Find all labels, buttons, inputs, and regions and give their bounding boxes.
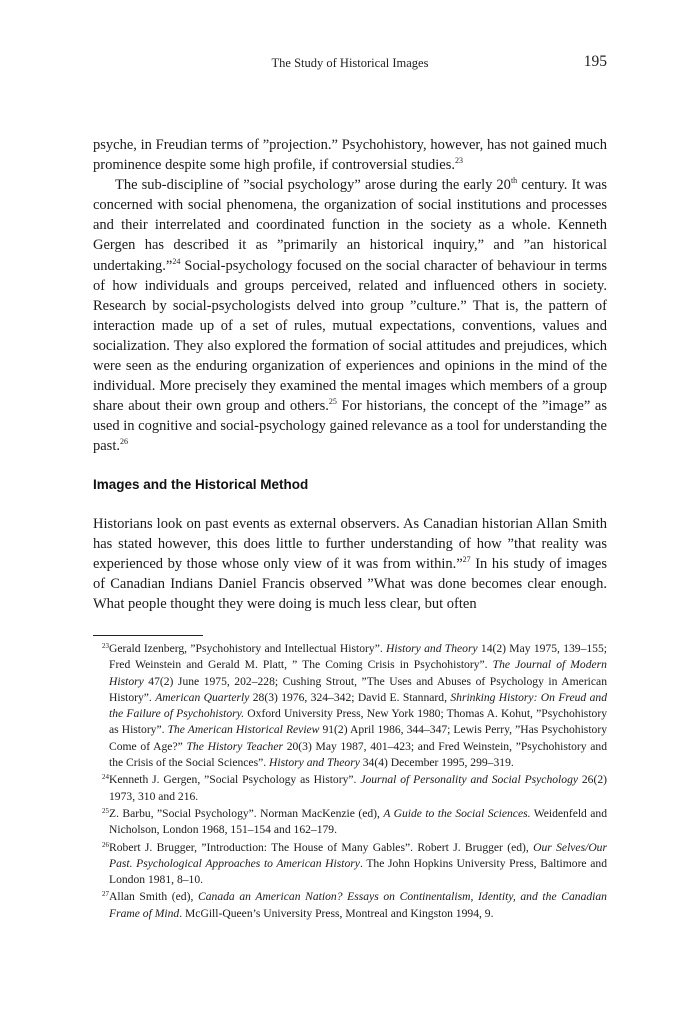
footnote-number: 25 xyxy=(102,806,109,815)
footnotes xyxy=(93,641,607,923)
paragraph-social-psychology: The sub-discipline of ”social psychology” arose during the early 20th century. It was concerned with social phenomena, the organization of social institutions and processes and their interrelated and coordinated function in the society as a whole. Kenneth Gergen has described it as ”primarily an historical inquiry,” and ”an historical undertaking.”$^{24}$ Social-psychology focused on the social character of behaviour in terms of how individuals and groups perceived, related and influenced others in society. Research by social-psychologists delved into group ”culture.” That is, the pattern of interaction made up of a set of rules, mutual expectations, conventions, values and socialization. They also explored the formation of social attitudes and prejudices, which were seen as the enduring organization of experiences and opinions in the mind of the individual. More precisely they examined the mental images which members of a group share about their own group and others.$^{25}$ For historians, the concept of the ”image” as used in cognitive and social-psychology gained relevance as a tool for understanding the past.$^{26}$ xyxy=(93,176,607,455)
footnote-ref-25[interactable]: 25 xyxy=(328,397,337,407)
footnote-ref-26[interactable]: 26 xyxy=(119,437,128,447)
footnote-26: 26 Robert J. Brugger, ”Introduction: The House of Many Gables”. Robert J. Brugger (ed), Our Selves/Our Past. Psychological Approaches to American History. The John Hopkins University Press, Baltimore and London 1981, 8–10. xyxy=(102,840,607,887)
running-head xyxy=(93,54,607,74)
footnote-23: 23 Gerald Izenberg, ”Psychohistory and Intellectual History”. History and Theory 14(2) May 1975, 139–155; Fred Weinstein and Gerald M. Platt, ” The Coming Crisis in Psychohistory”. The Journal of Modern History 47(2) June 1975, 202–228; Cushing Strout, ”The Uses and Abuses of Psychology in American History”. American Quarterly 28(3) 1976, 324–342; David E. Stannard, Shrinking History: On Freud and the Failure of Psychohistory. Oxford University Press, New York 1980; Thomas A. Kohut, ”Psychohistory as History”. The American Historical Review 91(2) April 1986, 344–347; Lewis Perry, ”Has Psychohistory Come of Age?” The History Teacher 20(3) May 1987, 401–423; and Fred Weinstein, ”Psychohistory and the Crisis of the Social Sciences”. History and Theory 34(4) December 1995, 299–319. xyxy=(102,642,607,770)
book-page xyxy=(93,0,607,1014)
footnote-number: 23 xyxy=(102,642,109,650)
page-number: 195 xyxy=(583,53,607,70)
footnote-number: 24 xyxy=(102,773,109,782)
footnote-25: 25 Z. Barbu, ”Social Psychology”. Norman MacKenzie (ed), A Guide to the Social Sciences. Weidenfeld and Nicholson, London 1968, 151–154 and 162–179. xyxy=(102,806,607,837)
footnote-ref-27[interactable]: 27 xyxy=(462,555,471,565)
footnote-number: 26 xyxy=(102,840,109,849)
body-text xyxy=(93,135,607,457)
section-heading: Images and the Historical Method xyxy=(93,477,309,492)
footnote-divider xyxy=(93,635,203,636)
section-text xyxy=(93,514,607,614)
running-title: The Study of Historical Images xyxy=(271,56,429,70)
footnote-27: 27 Allan Smith (ed), Canada an American Nation? Essays on Continentalism, Identity, and the Canadian Frame of Mind. McGill-Queen’s University Press, Montreal and Kingston 1994, 9. xyxy=(102,890,607,920)
footnote-ref-24[interactable]: 24 xyxy=(172,256,181,266)
paragraph-historical-method: Historians look on past events as external observers. As Canadian historian Allan Smith has stated however, this does little to further understanding of how ”that reality was experienced by those whose only view of it was from within.”$^{27}$ In his study of images of Canadian Indians Daniel Francis observed ”What was done becomes clear enough. What people thought they were doing is much less clear, but often xyxy=(93,516,607,613)
footnote-24: 24 Kenneth J. Gergen, ”Social Psychology as History”. Journal of Personality and Social Psychology 26(2) 1973, 310 and 216. xyxy=(102,773,607,803)
footnote-number: 27 xyxy=(102,890,109,899)
paragraph-psychohistory: psyche, in Freudian terms of ”projection.” Psychohistory, however, has not gained much prominence despite some high profile, if controversial studies.$^{23}$ xyxy=(93,137,607,174)
footnote-ref-23[interactable]: 23 xyxy=(455,156,464,166)
